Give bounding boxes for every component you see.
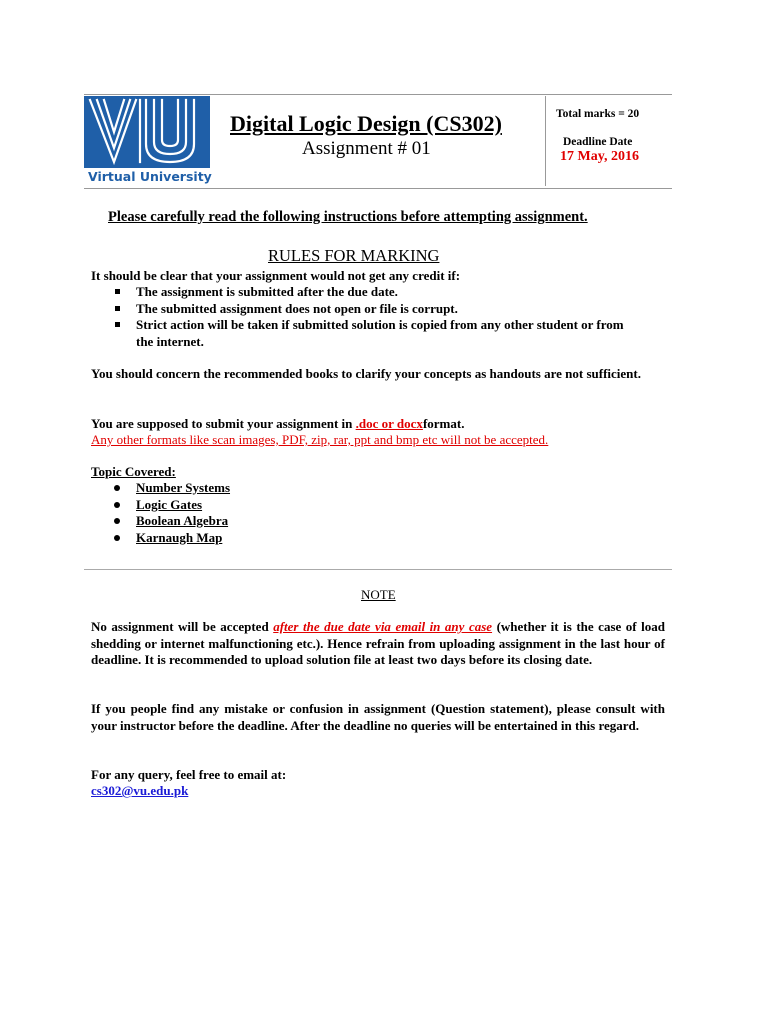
format-line [91, 416, 464, 432]
note-paragraph-2: If you people find any mistake or confusion in assignment (Question statement), please consult with your instructor before the deadline. After the deadline no queries will be entertained in this regard. [91, 701, 665, 733]
contact-label: For any query, feel free to email at: [91, 767, 287, 782]
contact-email-link[interactable]: cs302@vu.edu.pk [91, 783, 189, 798]
format-prefix: You are supposed to submit your assignment in [91, 416, 356, 431]
square-bullet-icon [115, 306, 120, 311]
total-marks: Total marks = 20 [556, 108, 640, 120]
bullet-icon [114, 485, 120, 491]
rule-item: The assignment is submitted after the due date. [136, 284, 398, 299]
vu-monogram-icon [84, 96, 210, 168]
bullet-icon [114, 535, 120, 541]
section-rule [84, 569, 672, 570]
format-suffix: format. [422, 416, 465, 431]
square-bullet-icon [115, 322, 120, 327]
topic-item: Boolean Algebra [136, 513, 229, 528]
rule-item: The submitted assignment does not open or file is corrupt. [136, 301, 458, 316]
note-heading: NOTE [361, 587, 396, 602]
note-p1-emphasis: after the due date via email in any case [273, 619, 493, 634]
books-note: You should concern the recommended books to clarify your concepts as handouts are not sufficient. [91, 366, 641, 381]
square-bullet-icon [115, 289, 120, 294]
deadline-date: 17 May, 2016 [560, 149, 639, 164]
rules-heading: RULES FOR MARKING [268, 246, 440, 265]
bullet-icon [114, 518, 120, 524]
rule-item-continued: the internet. [136, 334, 204, 349]
note-p1-end: (whether it is the case of load shedding or internet malfunctioning etc.). Hence refrain from uploading assignment in the last hour of deadline. It is recommended to upload solution file at least two days before its closing date. [91, 619, 665, 667]
note-p1-start: No assignment will be accepted [91, 619, 274, 634]
course-title: Digital Logic Design (CS302) [230, 111, 502, 136]
topics-heading: Topic Covered: [91, 464, 176, 479]
bullet-icon [114, 502, 120, 508]
vu-logo [84, 96, 210, 186]
note-paragraph-1 [91, 619, 665, 669]
rules-intro: It should be clear that your assignment would not get any credit if: [91, 268, 461, 283]
topic-item: Logic Gates [136, 497, 203, 512]
vu-logo-mark [84, 96, 210, 168]
assignment-number: Assignment # 01 [302, 138, 431, 159]
header-top-rule [84, 94, 672, 95]
rule-item: Strict action will be taken if submitted solution is copied from any other student or from [136, 317, 624, 332]
rejected-formats: Any other formats like scan images, PDF, zip, rar, ppt and bmp etc will not be accepted. [91, 432, 549, 447]
topic-item: Karnaugh Map [136, 530, 223, 545]
logo-caption: Virtual University [88, 169, 212, 184]
header-bottom-rule [84, 188, 672, 189]
instructions-heading: Please carefully read the following instructions before attempting assignment. [108, 209, 588, 225]
deadline-label: Deadline Date [563, 136, 633, 148]
topic-item: Number Systems [136, 480, 231, 495]
header-divider [545, 96, 546, 186]
allowed-formats: .doc or docx [355, 416, 423, 431]
